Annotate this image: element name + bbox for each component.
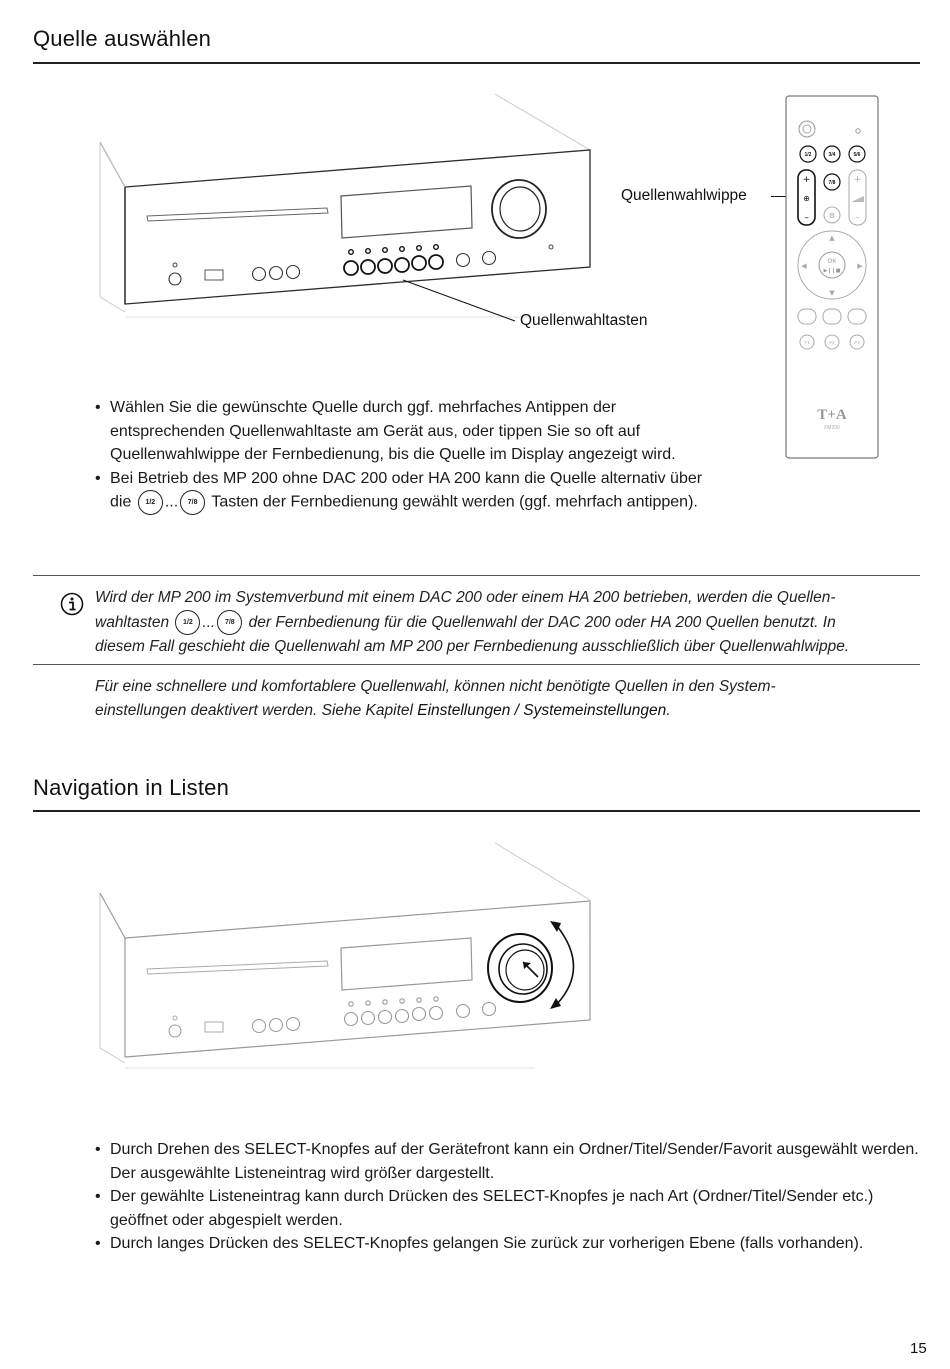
chapter-reference-link[interactable]: Einstellungen / Systemeinstellungen <box>417 701 667 719</box>
list-item: • Der gewählte Listeneintrag kann durch Drücken des SELECT-Knopfes je nach Art (Ordner/Titel/Sender etc.) geöffnet oder abgespielt werden. <box>95 1185 925 1232</box>
remote-f1: F1 <box>804 340 810 345</box>
device-illustration-front <box>95 92 600 322</box>
svg-text:◀: ◀ <box>801 262 807 270</box>
remote-ok-label: OK <box>827 259 837 265</box>
remote-f3: F3 <box>854 340 860 345</box>
remote-model: FM200 <box>824 425 840 431</box>
remote-btn-icon-12: 1/2 <box>138 490 163 515</box>
list-item: • Durch Drehen des SELECT-Knopfes auf der Gerätefront kann ein Ordner/Titel/Sender/Favorit ausgewählt werden. Der ausgewählte Listeneintrag wird größer dargestellt. <box>95 1138 925 1185</box>
svg-text:▼: ▼ <box>829 289 835 297</box>
remote-btn-12: 1/2 <box>804 152 812 158</box>
svg-text:⚙: ⚙ <box>828 212 836 220</box>
device-illustration-select-knob <box>95 838 600 1078</box>
section-title-quelle: Quelle auswählen <box>33 26 212 51</box>
svg-text:▲: ▲ <box>829 234 835 242</box>
svg-text:+: + <box>802 175 811 185</box>
remote-btn-34: 3/4 <box>828 152 836 158</box>
svg-text:⊕: ⊕ <box>803 194 810 203</box>
svg-text:–: – <box>855 213 860 223</box>
list-item: • Durch langes Drücken des SELECT-Knopfes gelangen Sie zurück zur vorherigen Ebene (falls vorhanden). <box>95 1232 925 1256</box>
remote-btn-icon-12: 1/2 <box>175 610 200 635</box>
section-rule <box>33 810 920 812</box>
remote-btn-icon-78: 7/8 <box>180 490 205 515</box>
remote-f2: F2 <box>829 340 835 345</box>
page-number: 15 <box>910 1340 927 1357</box>
svg-text:+: + <box>853 175 862 185</box>
svg-text:▶: ▶ <box>857 262 863 270</box>
remote-btn-78: 7/8 <box>828 180 836 186</box>
callout-quellenwahltasten: Quellenwahltasten <box>520 312 648 329</box>
list-item: • Bei Betrieb des MP 200 ohne DAC 200 oder HA 200 kann die Quelle alternativ über die 1/2 ... 7/8 Tasten der Fernbedienung gewählt werden (ggf. mehrfach antippen). <box>95 467 705 516</box>
info-note-text: Wird der MP 200 im Systemverbund mit einem DAC 200 oder einem HA 200 betrieben, werden die Quellen- wahltasten 1/2 ... 7/8 der Fernbedienung für die Quellenwahl der DAC 200 oder HA 200 Quellen benutzt. In diesem Fall geschieht die Quellenwahl am MP 200 per Fernbedienung ausschließlich über Quellenwahlwippe. <box>95 589 850 655</box>
remote-btn-56: 5/6 <box>853 152 861 158</box>
bullet-list-navigation <box>95 1138 925 1256</box>
tip-note-text: Für eine schnellere und komfortablere Quellenwahl, können nicht benötigte Quellen in den System- einstellungen deaktivert werden. Siehe Kapitel Einstellungen / Systemeinstellungen. <box>95 678 776 719</box>
svg-text:–: – <box>804 213 809 223</box>
list-item: • Wählen Sie die gewünschte Quelle durch ggf. mehrfaches Antippen der entsprechenden Quellenwahltaste am Gerät aus, oder tippen Sie so oft auf Quellenwahlwippe der Fernbedienung, bis die Quelle im Display angezeigt wird. <box>95 396 705 467</box>
section-title-navigation: Navigation in Listen <box>33 775 230 800</box>
svg-text:▶❙❙■: ▶❙❙■ <box>823 268 841 274</box>
remote-brand-logo: T+A <box>817 407 847 423</box>
info-rule-top <box>33 575 920 576</box>
remote-btn-icon-78: 7/8 <box>217 610 242 635</box>
info-icon <box>60 592 84 616</box>
remote-control-illustration <box>784 94 882 462</box>
bullet-list-quelle <box>95 396 705 515</box>
section-rule <box>33 62 920 64</box>
callout-quellenwahlwippe: Quellenwahlwippe <box>621 187 747 204</box>
info-rule-bottom <box>33 664 920 665</box>
